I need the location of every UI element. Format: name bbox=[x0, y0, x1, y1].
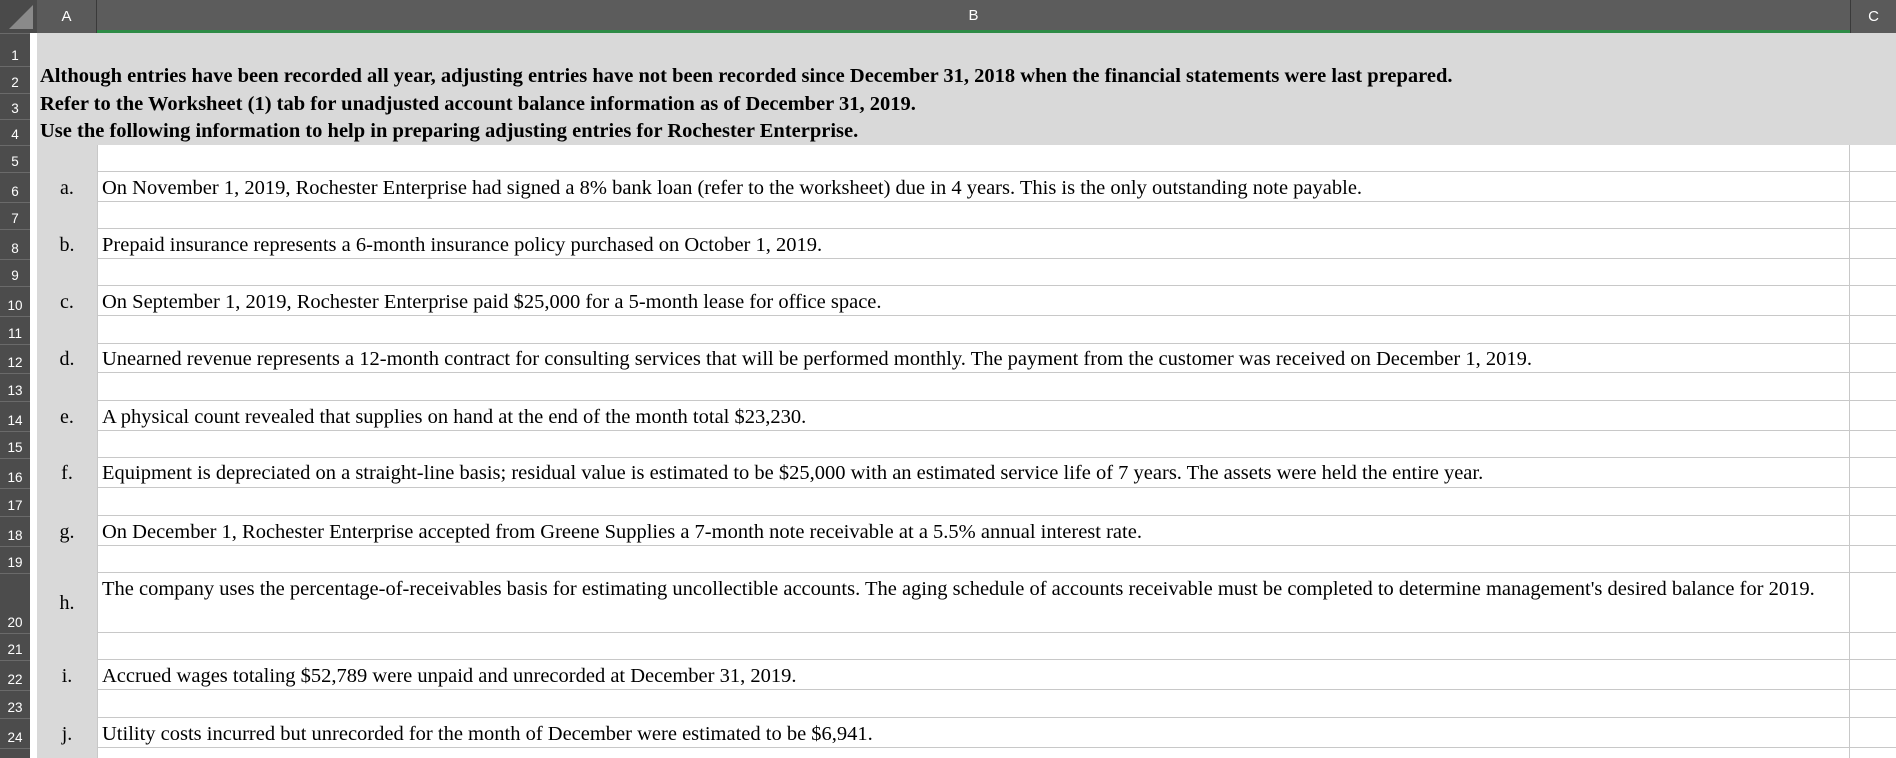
item-letter[interactable]: b. bbox=[59, 234, 75, 256]
item-text[interactable]: A physical count revealed that supplies on hand at the end of the month total $23,230. bbox=[102, 406, 807, 428]
item-letter[interactable]: e. bbox=[60, 406, 74, 428]
row-header[interactable]: 11 bbox=[0, 316, 30, 344]
cell-c5[interactable] bbox=[1850, 145, 1896, 172]
item-text[interactable]: Utility costs incurred but unrecorded for the month of December were estimated to be $6,941. bbox=[102, 723, 873, 745]
column-header-b[interactable]: B bbox=[97, 0, 1850, 33]
row-header[interactable]: 10 bbox=[0, 286, 30, 316]
row-header[interactable]: 24 bbox=[0, 718, 30, 748]
row-header bbox=[0, 748, 30, 758]
cell-b17[interactable] bbox=[97, 488, 1850, 516]
column-header-a[interactable]: A bbox=[37, 0, 97, 33]
row-header[interactable]: 7 bbox=[0, 202, 30, 229]
cell-c9[interactable] bbox=[1850, 259, 1896, 286]
cell-b11[interactable] bbox=[97, 316, 1850, 344]
row-header[interactable]: 4 bbox=[0, 119, 30, 145]
row-header[interactable]: 22 bbox=[0, 660, 30, 690]
item-text[interactable]: Unearned revenue represents a 12-month contract for consulting services that will be performed monthly. The payment from the customer was received on December 1, 2019. bbox=[102, 348, 1532, 370]
cell-c13[interactable] bbox=[1850, 373, 1896, 401]
cell-c19[interactable] bbox=[1850, 546, 1896, 573]
cell-c7[interactable] bbox=[1850, 202, 1896, 229]
cell-c20[interactable] bbox=[1850, 573, 1896, 633]
row-header[interactable]: 8 bbox=[0, 229, 30, 259]
item-letter[interactable]: c. bbox=[60, 291, 74, 313]
row-header[interactable]: 5 bbox=[0, 145, 30, 172]
row-header[interactable]: 12 bbox=[0, 344, 30, 373]
column-header-c[interactable]: C bbox=[1850, 0, 1896, 33]
row-header[interactable]: 19 bbox=[0, 546, 30, 573]
row-header[interactable]: 2 bbox=[0, 66, 30, 93]
item-letter[interactable]: d. bbox=[59, 348, 75, 370]
intro-line-2[interactable]: Refer to the Worksheet (1) tab for unadjusted account balance information as of December 31, 2019. bbox=[40, 93, 916, 115]
row-header[interactable]: 13 bbox=[0, 373, 30, 401]
cell-c14[interactable] bbox=[1850, 401, 1896, 431]
cell-b15[interactable] bbox=[97, 431, 1850, 458]
cell-b13[interactable] bbox=[97, 373, 1850, 401]
item-text[interactable]: On September 1, 2019, Rochester Enterprise paid $25,000 for a 5-month lease for office space. bbox=[102, 291, 882, 313]
select-all-corner[interactable] bbox=[0, 0, 37, 33]
item-letter[interactable]: i. bbox=[61, 665, 73, 687]
row-header-separator bbox=[30, 33, 37, 758]
intro-line-3[interactable]: Use the following information to help in preparing adjusting entries for Rochester Enterprise. bbox=[40, 120, 859, 142]
cell-c11[interactable] bbox=[1850, 316, 1896, 344]
cell-c18[interactable] bbox=[1850, 516, 1896, 546]
cell-b7[interactable] bbox=[97, 202, 1850, 229]
row-header[interactable]: 1 bbox=[0, 33, 30, 66]
item-text[interactable]: Equipment is depreciated on a straight-line basis; residual value is estimated to be $25,000 with an estimated service life of 7 years. The assets were held the entire year. bbox=[102, 462, 1484, 484]
cell-c15[interactable] bbox=[1850, 431, 1896, 458]
cell-b19[interactable] bbox=[97, 546, 1850, 573]
row-header[interactable]: 16 bbox=[0, 458, 30, 488]
item-text[interactable]: On December 1, Rochester Enterprise accepted from Greene Supplies a 7-month note receivable at a 5.5% annual interest rate. bbox=[102, 521, 1142, 543]
cell-c12[interactable] bbox=[1850, 344, 1896, 373]
row-header[interactable]: 23 bbox=[0, 690, 30, 718]
cell-b25[interactable] bbox=[97, 748, 1850, 758]
row-header[interactable]: 14 bbox=[0, 401, 30, 431]
item-text[interactable]: The company uses the percentage-of-receivables basis for estimating uncollectible accounts. The aging schedule of accounts receivable must be completed to determine management's desired balance for 2019. bbox=[102, 578, 1815, 600]
cell-c16[interactable] bbox=[1850, 458, 1896, 488]
row-header[interactable]: 21 bbox=[0, 633, 30, 660]
cell-c8[interactable] bbox=[1850, 229, 1896, 259]
cell-b21[interactable] bbox=[97, 633, 1850, 660]
intro-line-1[interactable]: Although entries have been recorded all year, adjusting entries have not been recorded since December 31, 2018 when the financial statements were last prepared. bbox=[40, 65, 1453, 87]
item-letter[interactable]: j. bbox=[61, 723, 73, 745]
row-header[interactable]: 3 bbox=[0, 93, 30, 119]
row-header[interactable]: 15 bbox=[0, 431, 30, 458]
row-header[interactable]: 6 bbox=[0, 172, 30, 202]
cell-c10[interactable] bbox=[1850, 286, 1896, 316]
item-letter[interactable]: a. bbox=[60, 177, 74, 199]
cell-c23[interactable] bbox=[1850, 690, 1896, 718]
cell-c22[interactable] bbox=[1850, 660, 1896, 690]
row-header[interactable]: 17 bbox=[0, 488, 30, 516]
cell-b23[interactable] bbox=[97, 690, 1850, 718]
cell-b9[interactable] bbox=[97, 259, 1850, 286]
row-header[interactable]: 20 bbox=[0, 573, 30, 633]
item-text[interactable]: Accrued wages totaling $52,789 were unpaid and unrecorded at December 31, 2019. bbox=[102, 665, 797, 687]
cell-c21[interactable] bbox=[1850, 633, 1896, 660]
cell-c24[interactable] bbox=[1850, 718, 1896, 748]
item-letter[interactable]: g. bbox=[59, 521, 75, 543]
row-header[interactable]: 18 bbox=[0, 516, 30, 546]
cell-c6[interactable] bbox=[1850, 172, 1896, 202]
cell-b5[interactable] bbox=[97, 145, 1850, 172]
item-text[interactable]: Prepaid insurance represents a 6-month insurance policy purchased on October 1, 2019. bbox=[102, 234, 823, 256]
item-letter[interactable]: h. bbox=[59, 592, 75, 614]
cell-c17[interactable] bbox=[1850, 488, 1896, 516]
item-text[interactable]: On November 1, 2019, Rochester Enterprise had signed a 8% bank loan (refer to the worksheet) due in 4 years. This is the only outstanding note payable. bbox=[102, 177, 1363, 199]
item-letter[interactable]: f. bbox=[61, 462, 73, 484]
row-header[interactable]: 9 bbox=[0, 259, 30, 286]
